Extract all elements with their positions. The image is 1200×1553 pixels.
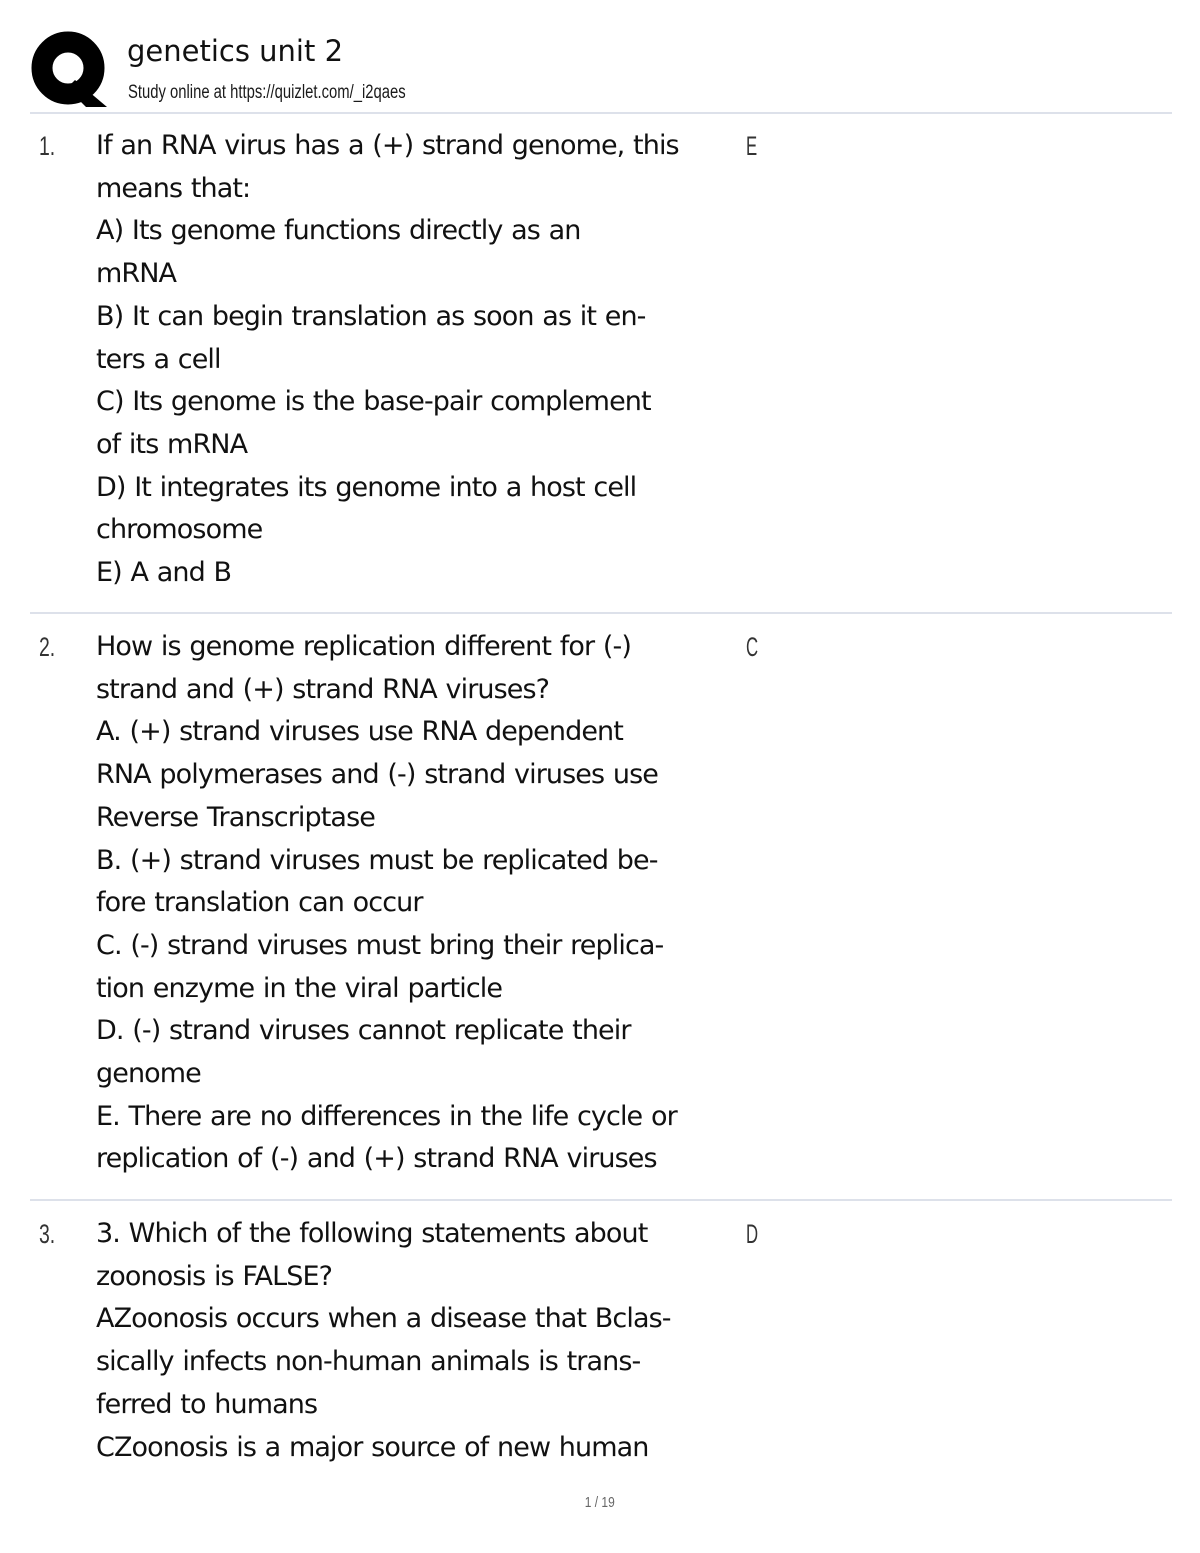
quizlet-q-logo-icon [30,30,108,108]
question-line: of its mRNA [96,428,248,460]
question-line: ferred to humans [96,1388,318,1420]
question-line: Reverse Transcriptase [96,801,375,833]
question-line: C. (-) strand viruses must bring their replica- [96,929,664,961]
question-line: C) Its genome is the base-pair complement [96,386,651,418]
question-line: How is genome replication different for (-) [96,631,631,662]
question-line: D) It integrates its genome into a host cell [96,471,637,503]
question-text [96,125,746,595]
question-line: replication of (-) and (+) strand RNA viruses [96,1143,657,1175]
question-line: means that: [96,172,251,204]
question-line: A. (+) strand viruses use RNA dependent [96,716,623,748]
card-number: 3. [39,1219,56,1249]
card-divider [30,612,1172,614]
study-online-link[interactable]: Study online at https://quizlet.com/_i2qaes [128,82,406,103]
document-title: genetics unit 2 [127,34,344,68]
page-number [0,1493,1200,1513]
question-line: tion enzyme in the viral particle [96,972,503,1004]
question-line: RNA polymerases and (-) strand viruses use [96,759,658,791]
question-line: E) A and B [96,557,232,589]
card-divider [30,1199,1172,1201]
question-line: B. (+) strand viruses must be replicated be- [96,844,658,876]
question-line: fore translation can occur [96,887,423,919]
question-line: 3. Which of the following statements about [96,1218,648,1249]
question-line: genome [96,1058,201,1090]
question-line: sically infects non-human animals is trans- [96,1346,641,1378]
question-line: If an RNA virus has a (+) strand genome, this [96,130,679,161]
question-line: ters a cell [96,343,221,375]
card-number: 1. [39,131,56,161]
question-text [96,1213,746,1469]
question-text [96,626,746,1181]
page-header [0,0,1200,112]
page-number-text: 1 / 19 [584,1494,616,1511]
answer-text: D [746,1219,759,1249]
question-line: AZoonosis occurs when a disease that Bclas- [96,1303,671,1335]
header-divider [30,112,1172,114]
question-line: strand and (+) strand RNA viruses? [96,673,550,705]
question-line: A) Its genome functions directly as an [96,215,581,247]
question-line: chromosome [96,514,263,546]
question-line: D. (-) strand viruses cannot replicate their [96,1015,631,1047]
card-number: 2. [39,632,56,662]
question-line: CZoonosis is a major source of new human [96,1431,649,1463]
answer-text: E [746,131,758,161]
question-line: mRNA [96,258,177,290]
answer-text: C [746,632,759,662]
question-line: E. There are no differences in the life cycle or [96,1100,677,1132]
question-line: zoonosis is FALSE? [96,1260,333,1292]
question-line: B) It can begin translation as soon as it en- [96,300,646,332]
